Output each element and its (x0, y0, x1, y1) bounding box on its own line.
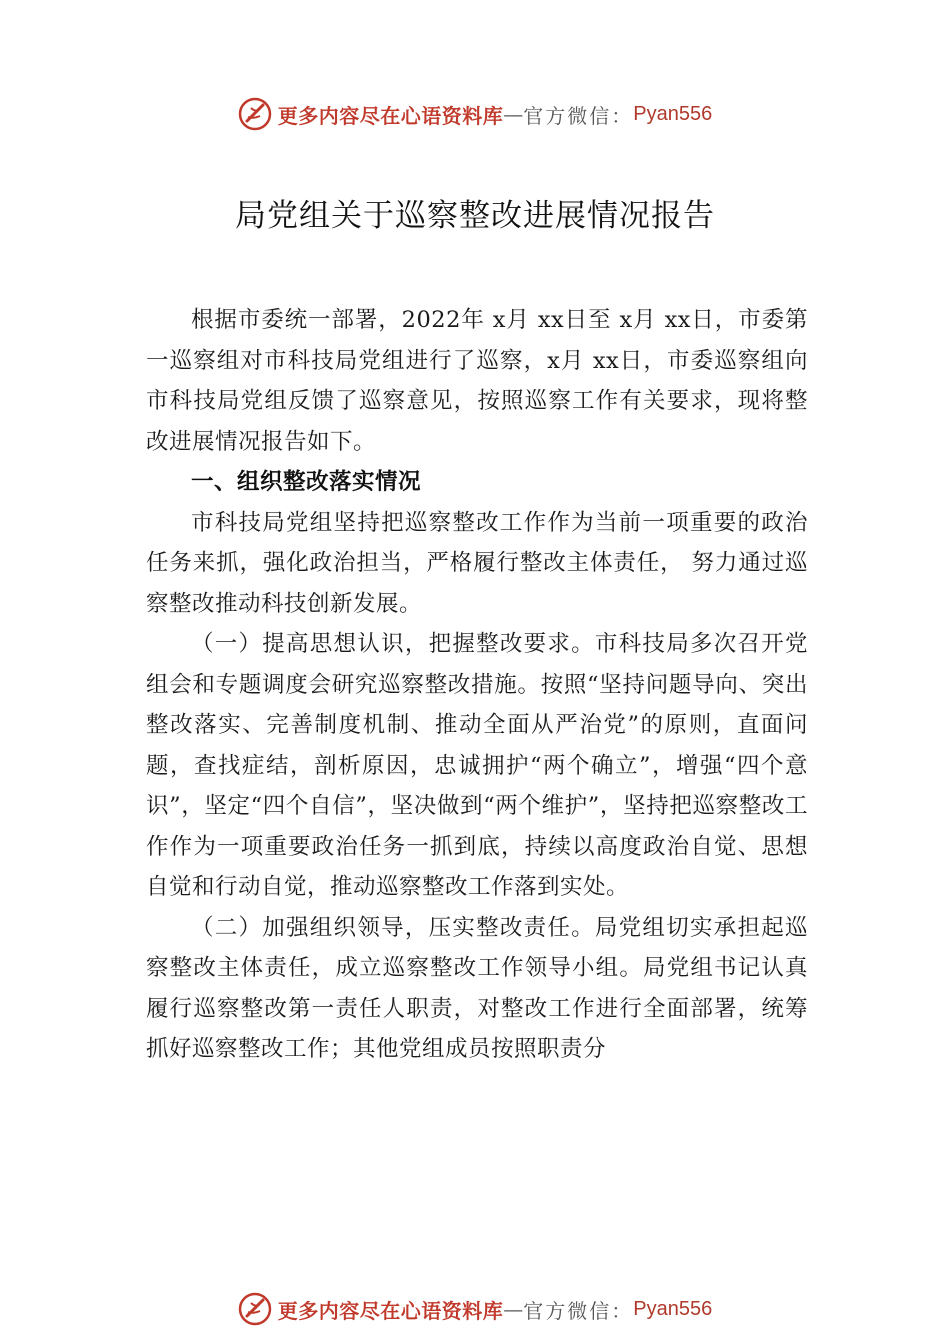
logo-icon (238, 97, 272, 131)
watermark-separator: — (503, 1297, 524, 1321)
watermark-contact-id: Pyan556 (633, 1297, 713, 1320)
document-title: 局党组关于巡察整改进展情况报告 (235, 198, 715, 234)
watermark-separator: — (503, 102, 524, 126)
watermark-contact-label: 官方微信： (523, 103, 634, 128)
watermark-contact-label: 官方微信： (523, 1298, 634, 1323)
section-intro-paragraph: 市科技局党组坚持把巡察整改工作作为当前一项重要的政治任务来抓，强化政治担当，严格履行整改主体责任， 努力通过巡察整改推动科技创新发展。 (146, 509, 808, 617)
watermark-brand: 更多内容尽在心语资料库 (277, 103, 504, 128)
document-body (146, 300, 808, 1070)
logo-icon (238, 1292, 272, 1326)
watermark-contact-id: Pyan556 (633, 102, 713, 125)
section-heading: 一、组织整改落实情况 (191, 469, 422, 495)
item-paragraph-1: （一）提高思想认识，把握整改要求。市科技局多次召开党组会和专题调度会研究巡察整改措施。按照“坚持问题导向、突出整改落实、完善制度机制、推动全面从严治党”的原则，直面问题，查找症结，剖析原因，忠诚拥护“两个确立”，增强“四个意识”，坚定“四个自信”，坚决做到“两个维护”，坚持把巡察整改工作作为一项重要政治任务一抓到底，持续以高度政治自觉、思想自觉和行动自觉，推动巡察整改工作落到实处。 (146, 631, 808, 900)
footer-watermark (0, 1289, 950, 1329)
item-paragraph-2: （二）加强组织领导，压实整改责任。局党组切实承担起巡察整改主体责任，成立巡察整改工作领导小组。局党组书记认真履行巡察整改第一责任人职责，对整改工作进行全面部署，统筹抓好巡察整改工作；其他党组成员按照职责分 (146, 914, 808, 1062)
watermark-brand: 更多内容尽在心语资料库 (277, 1298, 504, 1323)
header-watermark (0, 94, 950, 134)
intro-paragraph: 根据市委统一部署，2022年 x月 xx日至 x月 xx日，市委第一巡察组对市科技局党组进行了巡察，x月 xx日，市委巡察组向市科技局党组反馈了巡察意见，按照巡察工作有关要求，现将整改进展情况报告如下。 (146, 307, 808, 455)
